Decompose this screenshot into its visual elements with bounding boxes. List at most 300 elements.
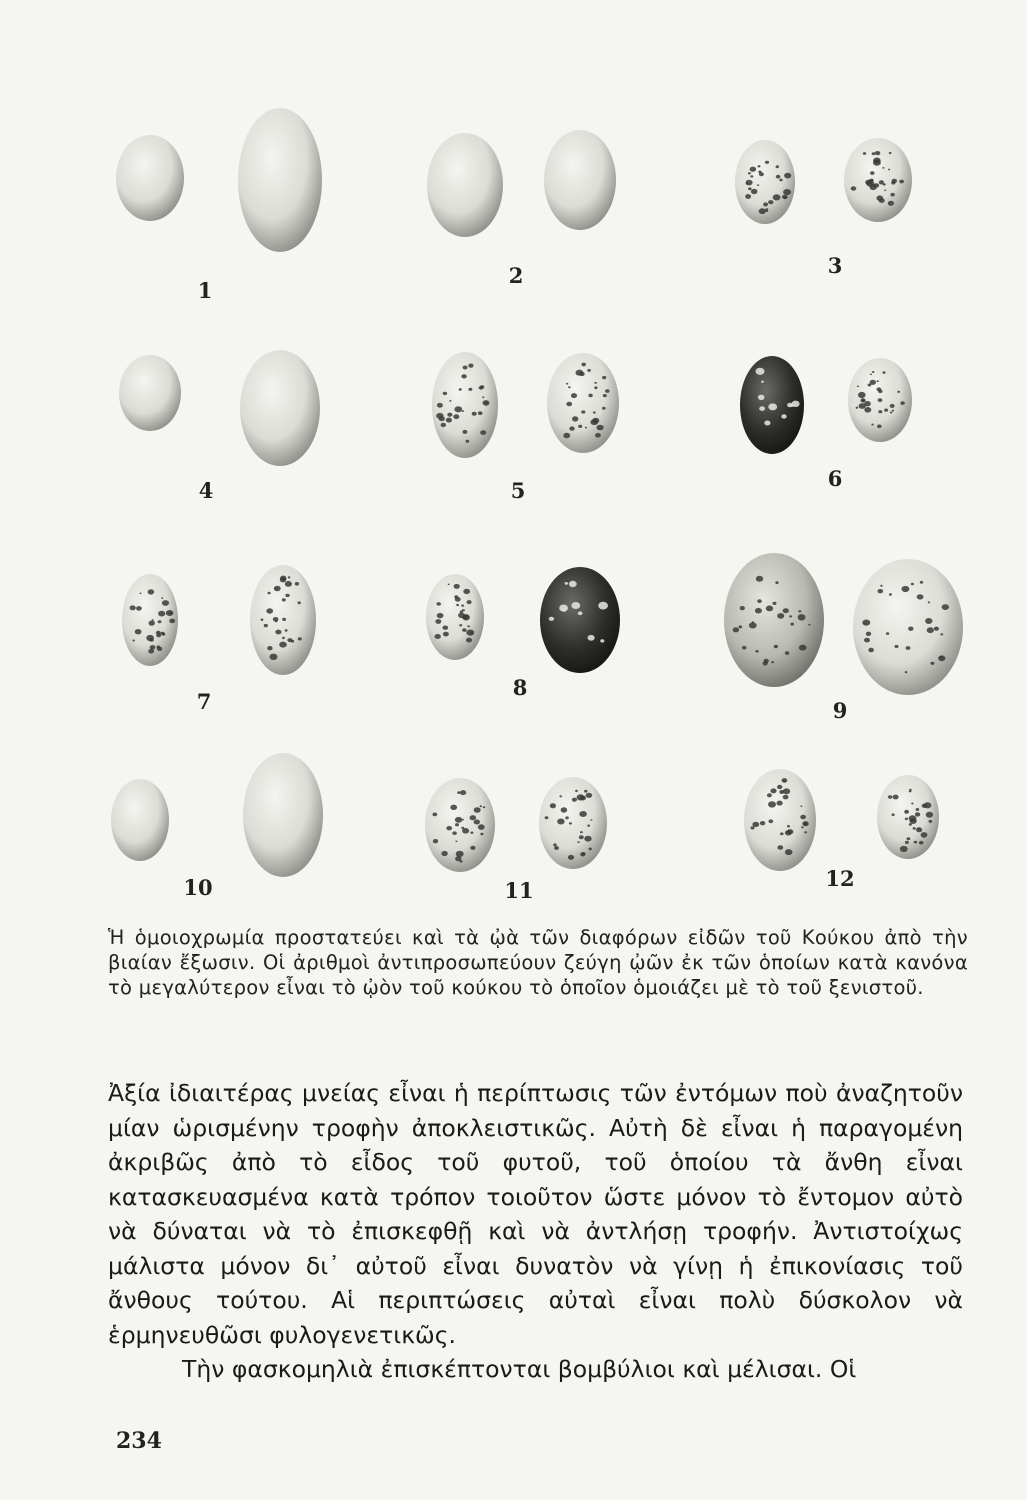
egg (539, 777, 607, 869)
egg-speckle (603, 394, 607, 397)
egg-speckle (280, 576, 286, 581)
egg-speckle (446, 418, 452, 423)
egg-speckle (776, 165, 779, 168)
egg-speckle (130, 605, 136, 610)
egg-speckle (600, 639, 604, 642)
egg (425, 778, 495, 872)
egg-speckle (595, 433, 601, 438)
egg-speckle (874, 183, 880, 187)
egg-speckle (148, 589, 155, 594)
egg-speckle (764, 421, 770, 426)
egg-speckle (470, 846, 475, 850)
paragraph: Ἀξία ἰδιαιτέρας μνείας εἶναι ἡ περίπτωσις τῶν ἐντόμων ποὺ ἀναζητοῦν μίαν ὡρισμένην τροφὴν ἀποκλειστικῶς. Αὐτὴ δὲ εἶναι ἡ παραγομένη ἀκριβῶς ἀπὸ τὸ εἶδος τοῦ φυτοῦ, τοῦ ὁποίου τὰ ἄνθη εἶναι κατασκευασμένα κατὰ τρόπον τοιοῦτον ὥστε μόνον τὸ ἔντομον αὐτὸ νὰ δύναται νὰ τὸ ἐπισκεφθῇ καὶ νὰ ἀντλήσῃ τροφήν. Ἀντιστοίχως μάλιστα μόνον δι᾽ αὐτοῦ εἶναι δυνατὸν νὰ γίνῃ ἡ ἐπικονίασις τοῦ ἄνθους τούτου. Αἱ περιπτώσεις αὐταὶ εἶναι πολὺ δύσκολον νὰ ἑρμηνευθῶσι φυλογενετικῶς. (108, 1079, 963, 1349)
egg-speckle (802, 821, 808, 826)
egg-pair-number: 4 (198, 478, 214, 503)
egg-speckle (454, 406, 462, 412)
egg-speckle (474, 820, 480, 825)
egg-pair-number: 10 (183, 875, 213, 900)
egg-speckle (480, 385, 484, 388)
egg-speckle (572, 416, 578, 421)
egg-speckle (800, 805, 802, 807)
egg-speckle (443, 626, 449, 630)
egg-speckle (774, 645, 778, 648)
egg-speckle (890, 193, 894, 197)
egg (432, 352, 498, 458)
egg-speckle (909, 823, 912, 826)
egg-speckle (760, 821, 765, 825)
egg-speckle (746, 180, 753, 186)
egg-speckle (919, 841, 924, 845)
egg-speckle (146, 635, 154, 641)
egg-speckle (893, 795, 899, 800)
egg-speckle (571, 393, 577, 398)
egg-speckle (580, 831, 583, 833)
egg-speckle (768, 403, 777, 410)
egg-speckle (916, 827, 922, 832)
egg-speckle (584, 790, 587, 793)
egg-speckle (755, 650, 758, 653)
egg-speckle (764, 659, 769, 663)
egg-pair-3 (735, 138, 912, 224)
egg-speckle (441, 851, 447, 856)
egg-speckle (776, 175, 781, 179)
egg-speckle (267, 646, 272, 650)
egg-speckle (911, 583, 914, 586)
egg-speckle (459, 624, 462, 626)
egg-speckle (597, 425, 604, 431)
egg-speckle (890, 412, 893, 414)
egg (240, 350, 320, 466)
egg-speckle (135, 629, 142, 634)
egg-pair-5 (432, 352, 619, 458)
egg-speckle (862, 620, 870, 626)
egg-speckle (851, 186, 857, 190)
egg-speckle (756, 368, 765, 375)
egg (116, 135, 184, 221)
egg-speckle (905, 841, 909, 844)
egg-speckle (889, 152, 892, 154)
egg-speckle (579, 835, 584, 839)
egg-speckle (749, 622, 757, 628)
egg-speckle (572, 798, 577, 802)
egg-shell (238, 108, 322, 252)
egg-speckle (758, 165, 761, 167)
egg (111, 779, 169, 861)
egg-speckle (136, 606, 142, 611)
egg-pair-number: 9 (832, 698, 848, 723)
egg-speckle (864, 401, 871, 406)
egg-speckle (756, 576, 763, 582)
egg-speckle (883, 183, 886, 185)
egg-shell (544, 130, 616, 230)
egg-speckle (942, 604, 949, 610)
egg-speckle (282, 618, 286, 621)
egg-speckle (857, 386, 859, 388)
egg (877, 775, 939, 859)
egg-speckle (462, 609, 465, 611)
egg-speckle (783, 788, 790, 794)
egg-speckle (900, 401, 905, 405)
egg-speckle (882, 371, 885, 374)
egg-speckle (921, 832, 928, 838)
egg-speckle (459, 388, 462, 391)
egg-speckle (584, 836, 591, 842)
egg-speckle (783, 780, 786, 782)
egg-speckle (784, 173, 791, 179)
egg-speckle (785, 651, 789, 655)
egg-speckle (907, 837, 911, 840)
egg-speckle (875, 151, 880, 155)
egg-speckle (594, 386, 597, 389)
egg-speckle (578, 611, 583, 615)
egg-speckle (889, 593, 892, 595)
egg-speckle (590, 819, 592, 821)
egg-speckle (872, 371, 875, 373)
egg-speckle (742, 646, 747, 650)
egg-speckle (761, 381, 764, 383)
egg-speckle (463, 366, 468, 370)
egg-speckle (282, 637, 285, 639)
egg-speckle (478, 824, 485, 830)
egg-speckle (598, 602, 608, 610)
egg-speckle (771, 661, 774, 663)
egg-speckle (295, 582, 299, 586)
egg-speckle (925, 618, 932, 624)
egg-shell (243, 753, 323, 877)
egg-speckle (777, 613, 784, 619)
egg-speckle (578, 425, 582, 428)
egg-speckle (929, 820, 933, 823)
egg-speckle (478, 411, 483, 415)
egg-pair-1 (116, 108, 322, 252)
egg-speckle (897, 391, 900, 393)
egg (427, 133, 503, 237)
egg-speckle (568, 386, 571, 388)
egg-speckle (602, 407, 606, 410)
egg-speckle (758, 395, 765, 400)
egg-speckle (456, 604, 459, 606)
egg (744, 769, 816, 871)
egg-speckle (934, 627, 939, 631)
egg-speckle (872, 152, 876, 155)
egg-speckle (779, 179, 782, 182)
egg-speckle (878, 398, 883, 402)
egg-pair-11 (425, 777, 607, 872)
egg-speckle (152, 619, 154, 621)
egg (740, 356, 804, 454)
egg-speckle (566, 402, 572, 407)
egg-speckle (790, 623, 794, 626)
egg-speckle (914, 841, 918, 844)
egg-shell (116, 135, 184, 221)
egg-speckle (751, 826, 755, 829)
egg-speckle (877, 380, 879, 382)
egg-speckle (266, 608, 273, 613)
egg-speckle (784, 196, 787, 199)
egg-speckle (150, 645, 156, 650)
egg (853, 559, 963, 695)
egg-speckle (474, 807, 481, 813)
egg-speckle (920, 581, 923, 584)
egg-speckle (789, 615, 792, 617)
egg-speckle (878, 390, 882, 394)
egg-speckle (462, 628, 467, 632)
egg-pair-6 (740, 356, 912, 454)
egg-speckle (870, 380, 876, 385)
egg-speckle (798, 610, 801, 612)
egg-pair-number: 6 (827, 466, 843, 491)
egg-speckle (884, 190, 886, 192)
egg-speckle (470, 632, 473, 634)
egg-speckle (924, 802, 932, 808)
egg-speckle (892, 813, 895, 816)
egg-pair-number: 2 (508, 263, 524, 288)
egg-speckle (454, 584, 460, 589)
egg (848, 358, 912, 442)
egg-speckle (435, 619, 441, 624)
egg (544, 130, 616, 230)
egg-speckle (892, 179, 898, 183)
egg-speckle (900, 846, 908, 852)
egg-pair-number: 8 (512, 675, 528, 700)
egg-speckle (161, 597, 163, 599)
egg-speckle (158, 611, 165, 617)
egg (238, 108, 322, 252)
egg-speckle (569, 426, 574, 430)
egg-speckle (909, 789, 912, 791)
egg (426, 574, 484, 660)
egg-speckle (470, 815, 477, 820)
egg-speckle (927, 627, 934, 633)
egg-speckle (748, 187, 752, 190)
egg-speckle (759, 208, 766, 214)
egg-speckle (466, 630, 474, 636)
egg-speckle (460, 860, 463, 862)
egg-speckle (563, 433, 570, 439)
egg-speckle (785, 830, 792, 835)
egg-speckle (602, 376, 606, 379)
egg-speckle (880, 585, 883, 587)
egg-speckle (871, 424, 873, 426)
egg-shell (427, 133, 503, 237)
egg-speckle (270, 654, 278, 660)
egg-speckle (466, 638, 472, 643)
egg-speckle (559, 795, 562, 797)
egg-speckle (437, 403, 443, 408)
egg-speckle (458, 613, 465, 619)
egg-speckle (739, 625, 743, 628)
egg-speckle (926, 812, 933, 818)
egg-speckle (461, 605, 464, 607)
egg-speckle (884, 409, 888, 412)
egg-speckle (890, 404, 895, 408)
egg-speckle (569, 581, 577, 587)
egg-speckle (580, 796, 586, 801)
egg-pair-2 (427, 130, 616, 237)
egg-speckle (482, 396, 484, 398)
egg-speckle (433, 839, 438, 843)
egg (119, 355, 181, 431)
egg-speckle (908, 627, 913, 631)
egg-speckle (757, 184, 759, 186)
egg-speckle (545, 816, 549, 819)
egg-speckle (446, 826, 452, 830)
egg-speckle (585, 427, 587, 429)
egg-speckle (566, 383, 568, 385)
egg (735, 140, 795, 224)
egg-speckle (549, 617, 554, 621)
egg-speckle (768, 819, 773, 823)
egg-speckle (916, 808, 920, 811)
egg-speckle (457, 791, 460, 794)
egg-speckle (877, 425, 882, 429)
egg-speckle (162, 600, 169, 606)
egg-speckle (261, 619, 264, 621)
egg-speckle (568, 855, 574, 860)
egg-pair-4 (119, 350, 320, 466)
egg-speckle (158, 620, 162, 623)
egg-speckle (781, 414, 786, 418)
egg-speckle (589, 848, 592, 851)
egg-speckle (470, 832, 473, 834)
egg-speckle (775, 581, 778, 584)
egg (844, 138, 912, 222)
egg-speckle (565, 816, 569, 819)
egg-speckle (581, 410, 585, 413)
egg-speckle (593, 411, 596, 413)
egg-speckle (571, 602, 580, 609)
egg (122, 574, 178, 666)
egg-speckle (878, 410, 882, 413)
egg-speckle (452, 831, 457, 835)
egg-pair-8 (426, 567, 620, 673)
egg-speckle (437, 613, 444, 618)
egg-speckle (554, 846, 559, 850)
egg-speckle (586, 793, 593, 798)
egg-speckle (773, 194, 781, 200)
egg-pair-12 (744, 769, 939, 871)
egg-speckle (569, 822, 572, 824)
egg-shell (724, 553, 824, 687)
egg-speckle (156, 646, 160, 649)
egg-speckle (285, 594, 289, 597)
egg-speckle (858, 392, 866, 398)
egg (243, 753, 323, 877)
egg-speckle (480, 833, 483, 836)
egg-pair-10 (111, 753, 323, 877)
egg-speckle (801, 826, 804, 828)
egg-speckle (590, 419, 598, 425)
egg-speckle (274, 588, 276, 590)
egg-speckle (905, 671, 908, 673)
egg-speckle (860, 398, 865, 402)
egg-speckle (780, 832, 784, 835)
egg-speckle (439, 416, 445, 421)
egg-speckle (868, 648, 874, 653)
egg-speckle (454, 595, 458, 598)
egg-speckle (443, 632, 449, 637)
egg-pair-number: 3 (827, 253, 843, 278)
egg-speckle (435, 634, 441, 639)
egg-speckle (282, 598, 286, 601)
egg-speckle (773, 602, 777, 605)
egg-speckle (866, 632, 871, 636)
egg-speckle (777, 845, 783, 850)
egg-speckle (605, 389, 609, 393)
egg-speckle (787, 825, 790, 827)
egg-speckle (443, 392, 447, 395)
egg-speckle (455, 823, 459, 826)
egg-speckle (886, 632, 889, 635)
egg-speckle (745, 194, 751, 199)
egg-shell (853, 559, 963, 695)
egg-plate-figure (100, 100, 980, 910)
egg-speckle (870, 171, 874, 175)
egg-speckle (768, 200, 773, 204)
egg-speckle (869, 179, 873, 182)
egg-speckle (752, 621, 754, 623)
page-number: 234 (116, 1428, 162, 1454)
egg-speckle (485, 402, 488, 404)
egg-speckle (275, 630, 281, 635)
egg-speckle (467, 625, 470, 627)
egg-speckle (455, 817, 462, 823)
egg-speckle (930, 662, 934, 665)
egg-speckle (902, 586, 910, 592)
egg-speckle (575, 790, 578, 792)
egg-speckle (466, 440, 470, 443)
egg-pair-9 (724, 553, 963, 695)
egg-speckle (888, 795, 893, 799)
egg-speckle (766, 606, 773, 612)
egg-speckle (765, 161, 769, 164)
egg-speckle (264, 624, 268, 627)
egg-speckle (863, 152, 866, 155)
egg-speckle (441, 423, 446, 427)
egg-speckle (783, 608, 789, 613)
egg-speckle (799, 645, 807, 651)
egg (250, 565, 316, 675)
egg-speckle (563, 609, 566, 612)
egg-speckle (748, 172, 751, 174)
egg-speckle (910, 818, 917, 824)
egg-speckle (461, 374, 466, 378)
egg-speckle (750, 167, 757, 172)
egg-speckle (905, 818, 908, 821)
egg-speckle (298, 601, 301, 604)
egg-speckle (863, 623, 865, 625)
egg-speckle (876, 195, 883, 200)
egg-illustration (100, 100, 980, 910)
egg-speckle (169, 619, 175, 624)
egg-speckle (938, 655, 945, 661)
egg-pair-number: 1 (197, 278, 213, 303)
egg-speckle (156, 633, 161, 637)
egg-speckle (579, 811, 587, 817)
egg-speckle (913, 827, 916, 830)
egg-speckle (758, 171, 761, 174)
egg-speckle (140, 593, 142, 595)
egg-speckle (463, 589, 470, 594)
egg-speckle (588, 635, 595, 641)
egg-speckle (792, 401, 800, 407)
egg-speckle (888, 169, 890, 171)
egg-speckle (462, 430, 467, 434)
egg-speckle (928, 601, 930, 603)
egg-speckle (759, 406, 765, 411)
egg-speckle (899, 180, 904, 184)
egg-pair-number: 7 (196, 689, 212, 714)
